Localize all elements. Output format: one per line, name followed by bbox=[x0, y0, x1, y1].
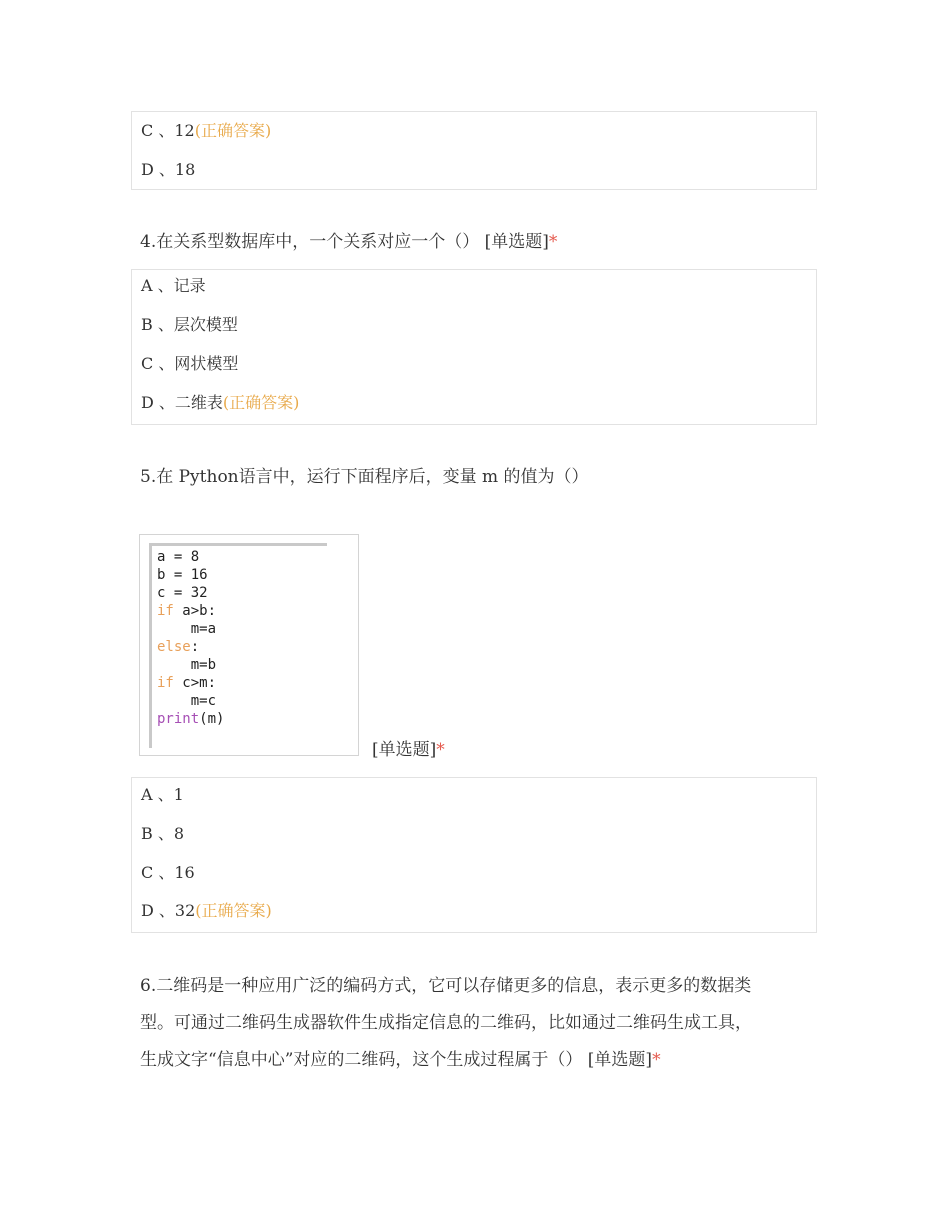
q6-text-line: 生成文字“信息中心”对应的二维码，这个生成过程属于（） [单选题] bbox=[140, 1050, 653, 1070]
q6-question-line-1 bbox=[140, 975, 751, 997]
code-keyword: if bbox=[157, 675, 174, 691]
option-label: C 、网状模型 bbox=[141, 354, 239, 373]
required-star: * bbox=[436, 740, 445, 760]
q4-text: 4.在关系型数据库中，一个关系对应一个（） [单选题] bbox=[140, 232, 549, 252]
option-label: D 、二维表 bbox=[141, 393, 223, 412]
code-line bbox=[157, 620, 216, 638]
correct-answer-note: (正确答案) bbox=[222, 393, 300, 412]
code-text: : bbox=[190, 639, 200, 655]
q4-question-text bbox=[140, 231, 557, 253]
code-editor-left-border bbox=[149, 543, 152, 748]
option-label: C 、12 bbox=[141, 121, 195, 140]
option-label: D 、18 bbox=[141, 160, 196, 179]
option-label: D 、32 bbox=[141, 901, 196, 920]
q4-option-d[interactable] bbox=[141, 393, 299, 413]
code-line bbox=[157, 566, 208, 584]
q6-text-line: 型。可通过二维码生成器软件生成指定信息的二维码，比如通过二维码生成工具， bbox=[140, 1013, 752, 1033]
option-label: C 、16 bbox=[141, 863, 195, 882]
q4-option-c[interactable] bbox=[141, 354, 238, 374]
q5-options-box bbox=[131, 777, 817, 933]
code-text: (m) bbox=[199, 711, 225, 727]
code-line bbox=[157, 710, 224, 728]
required-star: * bbox=[548, 232, 558, 252]
q5-option-c[interactable] bbox=[141, 863, 195, 883]
q5-option-d[interactable] bbox=[141, 901, 272, 921]
q4-option-a[interactable] bbox=[141, 276, 206, 296]
q5-question-text bbox=[140, 466, 589, 488]
code-text: a>b: bbox=[173, 603, 217, 619]
code-line bbox=[157, 602, 216, 620]
code-line bbox=[157, 674, 216, 692]
code-function: print bbox=[157, 711, 200, 727]
q5-text: 5.在 Python语言中，运行下面程序后，变量 m 的值为（） bbox=[140, 467, 589, 487]
question-type: [单选题] bbox=[372, 740, 437, 760]
q5-type-label bbox=[372, 739, 445, 761]
code-line bbox=[157, 692, 216, 710]
q5-option-a[interactable] bbox=[141, 785, 184, 805]
correct-answer-note: (正确答案) bbox=[194, 121, 272, 140]
code-line bbox=[157, 638, 199, 656]
q6-question-line-3 bbox=[140, 1049, 661, 1071]
option-label: B 、8 bbox=[141, 824, 185, 843]
code-keyword: if bbox=[157, 603, 174, 619]
code-line bbox=[157, 584, 208, 602]
code-text: c>m: bbox=[173, 675, 217, 691]
code-text: m=c bbox=[157, 693, 217, 709]
code-line bbox=[157, 548, 199, 566]
code-text: a = 8 bbox=[157, 549, 200, 565]
code-text: c = 32 bbox=[157, 585, 208, 601]
code-keyword: else bbox=[157, 639, 191, 655]
code-line bbox=[157, 656, 216, 674]
code-editor-top-border bbox=[149, 543, 327, 546]
code-text: m=b bbox=[157, 657, 217, 673]
q3-options-box bbox=[131, 111, 817, 190]
q4-options-box bbox=[131, 269, 817, 425]
q5-option-b[interactable] bbox=[141, 824, 184, 844]
q3-option-c[interactable] bbox=[141, 121, 271, 141]
q6-text-line: 6.二维码是一种应用广泛的编码方式，它可以存储更多的信息，表示更多的数据类 bbox=[140, 976, 752, 996]
code-screenshot bbox=[139, 534, 359, 756]
correct-answer-note: (正确答案) bbox=[195, 901, 272, 920]
q4-option-b[interactable] bbox=[141, 315, 238, 335]
code-text: b = 16 bbox=[157, 567, 208, 583]
option-label: A 、记录 bbox=[141, 276, 206, 295]
option-label: B 、层次模型 bbox=[141, 315, 238, 334]
code-text: m=a bbox=[157, 621, 217, 637]
required-star: * bbox=[652, 1050, 661, 1070]
q3-option-d[interactable] bbox=[141, 160, 195, 180]
q6-question-line-2 bbox=[140, 1012, 752, 1034]
option-label: A 、1 bbox=[141, 785, 184, 804]
